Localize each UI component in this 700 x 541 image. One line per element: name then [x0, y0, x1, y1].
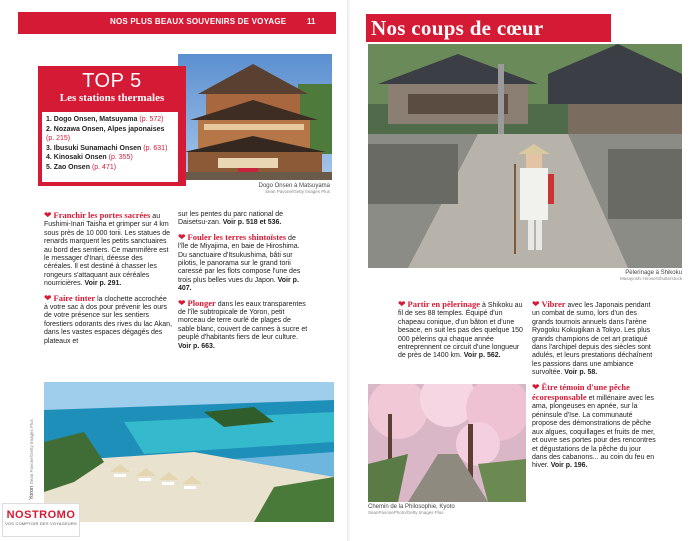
photo-dogo-onsen-caption	[180, 183, 330, 194]
right-column-2	[532, 300, 656, 476]
left-column-1	[44, 211, 172, 351]
paragraph: ❤ Plonger dans les eaux transparentes de l'île subtropicale de Yoron, petit morceau de terre ourlé de plages de sable blanc, couvert de cannes à sucre et peuplé d'habitants fiers de leur culture. Voir p. 663.	[178, 297, 308, 350]
caption-text: Pèlerinage à Shikoku	[625, 270, 682, 276]
list-item: 3. Ibusuki Sunamachi Onsen (p. 631)	[46, 144, 168, 152]
caption-credit: Masayoshi Hirose/Shutterstock	[619, 276, 682, 281]
list-item: 4. Kinosaki Onsen (p. 355)	[46, 154, 133, 161]
paragraph: ❤ Partir en pèlerinage à Shikoku au fil de ses 88 temples. Équipé d'un chapeau conique, d'un bâton et d'une besace, en suit les pas des quelque 150 000 pèlerins qui chaque année entreprennent ce circuit d'une longueur de près de 1400 km. Voir p. 562.	[398, 299, 523, 360]
photo-philosopher-caption	[368, 504, 528, 515]
top5-box	[38, 66, 186, 186]
right-page	[350, 0, 700, 541]
caption-credit: Sean Pavone/Getty Images Plus	[264, 189, 330, 194]
left-column-2	[178, 211, 308, 356]
section-title: NOS PLUS BEAUX SOUVENIRS DE VOYAGE	[110, 17, 287, 26]
page-title: Nos coups de cœur	[371, 16, 544, 40]
title-band	[366, 14, 611, 42]
heart-icon: ❤	[178, 231, 186, 242]
paragraph: ❤ Vibrer avec les Japonais pendant un combat de sumo, lors d'un des grands tournois annuels dans l'arène Ryogoku Kokugikan à Tokyo. Les plus grands champions de cet art pratiqué dans l'archipel depuis des siècles sont adulés, et leurs prestations déchaînent les passions dans une ambiance survoltée. Voir p. 58.	[532, 299, 653, 377]
photo-shikoku-pilgrimage	[368, 44, 682, 268]
photo-yoron-caption-vertical: Yoron Sean Pavone/Getty Images Plus	[29, 419, 35, 500]
photo-shikoku-caption	[530, 270, 682, 281]
caption-text: Chemin de la Philosophie, Kyoto	[368, 504, 455, 510]
caption-credit: SeanPavonePhoto/Getty Images Plus	[368, 510, 444, 515]
caption-text: Dogo Onsen à Matsuyama	[258, 183, 330, 189]
paragraph: ❤ Faire tinter la clochette accrochée à votre sac à dos pour prévenir les ours de votre présence sur les sentiers forestiers odorants des rives du lac Akan, dans les vastes espaces dégagés des plateaux et	[44, 292, 173, 345]
paragraph: sur les pentes du parc national de Daisetsu-zan. Voir p. 518 et 536.	[178, 211, 284, 227]
photo-philosopher-path	[368, 384, 526, 502]
list-item: 1. Dogo Onsen, Matsuyama (p. 572)	[46, 116, 164, 123]
photo-dogo-onsen	[178, 54, 332, 180]
heart-icon: ❤	[178, 297, 186, 308]
paragraph: ❤ Fouler les terres shintoïstes de l'île de Miyajima, en baie de Hiroshima. Du sanctuaire d'Itsukushima, bâti sur pilotis, le panorama sur le grand torii caressé par les flots compose l'une des trois plus belles vues du Japon. Voir p. 407.	[178, 231, 301, 293]
nostromo-logo: NOSTROMO VOS COMPTOIR DES VOYAGEURS	[2, 503, 80, 537]
photo-yoron-beach	[44, 382, 334, 522]
list-item: 2. Nozawa Onsen, Alpes japonaises (p. 215)	[46, 125, 165, 142]
paragraph: ❤ Être témoin d'une pêche écoresponsable et millénaire avec les ama, plongeuses en apnée, sur la péninsule d'Ise. La communauté propose des démonstrations de pêche aux algues, coquillages et fruits de mer, et ouvre ses portes pour des rencontres et dégustations de la pêche du jour dans des cabanons... au coin du feu en hiver. Voir p. 196.	[532, 381, 656, 470]
heart-icon: ❤	[532, 299, 540, 309]
heart-icon: ❤	[398, 299, 406, 309]
heart-icon: ❤	[44, 210, 52, 220]
heart-icon: ❤	[532, 381, 540, 392]
page-number: 11	[307, 17, 316, 26]
right-column-1	[398, 300, 524, 366]
top5-subheading: Les stations thermales	[59, 92, 165, 104]
heart-icon: ❤	[44, 292, 52, 303]
list-item: 5. Zao Onsen (p. 471)	[46, 163, 117, 171]
top5-heading: TOP 5	[82, 70, 142, 92]
top5-list	[42, 112, 178, 182]
paragraph: ❤ Franchir les portes sacrées au Fushimi-Inari Taisha et grimper sur 4 km sous près de 10 000 torii. Les statues de renards marquent les petits sanctuaires au bord des sentiers. Ce mammifère est le messager d'Inari, déesse des céréales. Il est destiné à chasser les rongeurs s'attaquant aux céréales nourricières. Voir p. 291.	[44, 210, 171, 288]
